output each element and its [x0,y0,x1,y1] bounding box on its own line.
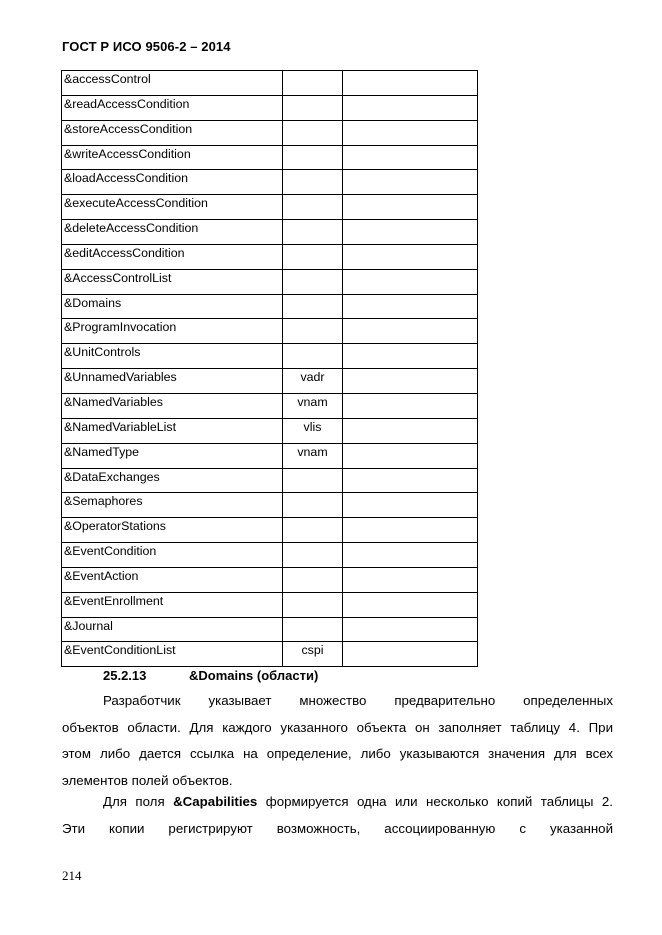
object-name-cell: &EventAction [62,567,283,592]
object-name-cell: &accessControl [62,71,283,96]
object-extra-cell [343,170,478,195]
object-extra-cell [343,71,478,96]
table-row [62,294,478,319]
object-code-cell: vlis [283,418,343,443]
object-name-cell: &OperatorStations [62,518,283,543]
object-name-cell: &AccessControlList [62,269,283,294]
object-name-cell: &DataExchanges [62,468,283,493]
table-row [62,592,478,617]
paragraph-line: этом либо дается ссылка на определение, либо указываются значения для всех [62,746,613,762]
object-name-cell: &NamedVariables [62,393,283,418]
object-code-cell [283,518,343,543]
object-extra-cell [343,369,478,394]
document-header: ГОСТ Р ИСО 9506-2 – 2014 [62,39,231,54]
object-code-cell [283,294,343,319]
table-row [62,344,478,369]
object-name-cell: &readAccessCondition [62,95,283,120]
object-code-cell [283,71,343,96]
table-row [62,120,478,145]
objects-table-body [62,71,478,667]
object-code-cell [283,319,343,344]
object-extra-cell [343,120,478,145]
table-row [62,71,478,96]
object-name-cell: &UnnamedVariables [62,369,283,394]
object-extra-cell [343,592,478,617]
page-number: 214 [62,868,82,883]
object-extra-cell [343,95,478,120]
table-row [62,95,478,120]
object-code-cell [283,543,343,568]
object-name-cell: &editAccessCondition [62,244,283,269]
object-code-cell [283,269,343,294]
object-code-cell: vadr [283,369,343,394]
object-code-cell [283,617,343,642]
table-row [62,443,478,468]
object-code-cell [283,344,343,369]
table-row [62,369,478,394]
object-code-cell [283,145,343,170]
object-code-cell [283,468,343,493]
objects-table [61,70,478,667]
object-extra-cell [343,642,478,667]
table-row [62,220,478,245]
object-name-cell: &storeAccessCondition [62,120,283,145]
object-code-cell: vnam [283,443,343,468]
object-name-cell: &Journal [62,617,283,642]
table-row [62,617,478,642]
table-row [62,393,478,418]
object-extra-cell [343,294,478,319]
object-code-cell: cspi [283,642,343,667]
object-code-cell [283,95,343,120]
paragraph-capabilities [62,789,613,842]
section-number: 25.2.13 [103,668,147,683]
object-extra-cell [343,244,478,269]
object-name-cell: &writeAccessCondition [62,145,283,170]
table-row [62,642,478,667]
object-extra-cell [343,418,478,443]
object-code-cell [283,120,343,145]
object-name-cell: &EventConditionList [62,642,283,667]
paragraph-line [62,789,613,816]
object-name-cell: &Semaphores [62,493,283,518]
object-code-cell [283,170,343,195]
paragraph-line: Разработчик указывает множество предварительно определенных [103,693,613,708]
object-name-cell: &deleteAccessCondition [62,220,283,245]
object-name-cell: &EventCondition [62,543,283,568]
capabilities-term: &Capabilities [173,794,258,809]
object-extra-cell [343,145,478,170]
object-name-cell: &loadAccessCondition [62,170,283,195]
object-code-cell [283,244,343,269]
table-row [62,319,478,344]
object-name-cell: &executeAccessCondition [62,195,283,220]
object-extra-cell [343,617,478,642]
object-extra-cell [343,269,478,294]
table-row [62,195,478,220]
table-row [62,468,478,493]
paragraph-line: объектов области. Для каждого указанного объекта он заполняет таблицу 4. При [62,719,613,735]
table-row [62,518,478,543]
object-extra-cell [343,493,478,518]
paragraph-domains-description [62,688,613,794]
table-row [62,543,478,568]
table-row [62,493,478,518]
object-name-cell: &NamedType [62,443,283,468]
object-code-cell [283,220,343,245]
object-code-cell: vnam [283,393,343,418]
table-row [62,269,478,294]
section-title: &Domains (области) [189,668,319,683]
object-code-cell [283,592,343,617]
table-row [62,567,478,592]
object-name-cell: &EventEnrollment [62,592,283,617]
table-row [62,170,478,195]
object-name-cell: &UnitControls [62,344,283,369]
object-extra-cell [343,220,478,245]
object-code-cell [283,195,343,220]
object-extra-cell [343,344,478,369]
object-name-cell: &NamedVariableList [62,418,283,443]
paragraph-line: Эти копии регистрируют возможность, ассоциированную с указанной [62,820,613,836]
object-extra-cell [343,543,478,568]
object-name-cell: &ProgramInvocation [62,319,283,344]
text-fragment: Для поля [103,794,174,809]
paragraph-line: элементов полей объектов. [62,772,233,788]
object-name-cell: &Domains [62,294,283,319]
table-row [62,418,478,443]
object-extra-cell [343,319,478,344]
object-code-cell [283,567,343,592]
object-code-cell [283,493,343,518]
table-row [62,145,478,170]
table-row [62,244,478,269]
object-extra-cell [343,567,478,592]
object-extra-cell [343,195,478,220]
object-extra-cell [343,468,478,493]
section-heading [103,668,318,683]
object-extra-cell [343,393,478,418]
object-extra-cell [343,518,478,543]
text-fragment: формируется одна или несколько копий таблицы 2. [257,794,613,809]
object-extra-cell [343,443,478,468]
